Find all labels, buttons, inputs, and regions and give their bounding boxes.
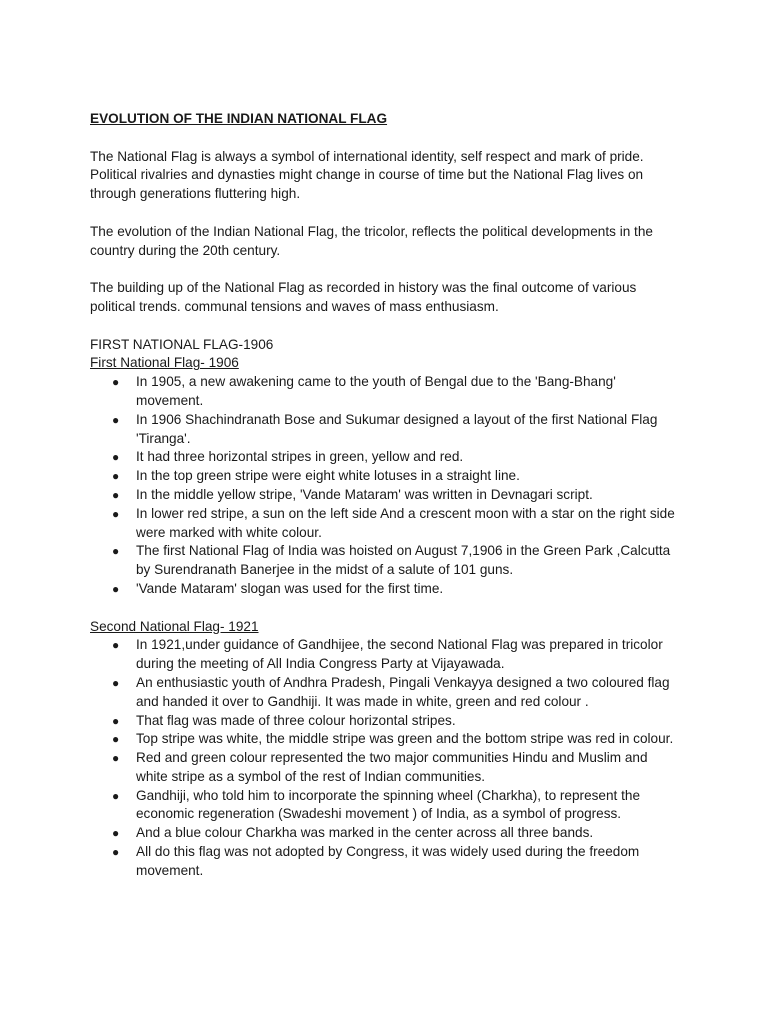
bullet-icon: ● (112, 412, 120, 427)
bullet-icon: ● (112, 845, 120, 860)
intro-paragraph-3: The building up of the National Flag as recorded in history was the final outcome of various political trends. communal tensions and waves of mass enthusiasm. (90, 280, 637, 314)
section2-list (90, 636, 680, 880)
list-item: ● In the middle yellow stripe, 'Vande Mataram' was written in Devnagari script. (90, 486, 680, 505)
list-item: ● And a blue colour Charkha was marked in the center across all three bands. (90, 824, 680, 843)
bullet-icon: ● (112, 751, 120, 766)
list-item: ● In 1906 Shachindranath Bose and Sukumar designed a layout of the first National Flag 'Tiranga'. (112, 411, 658, 446)
bullet-icon: ● (112, 732, 120, 747)
bullet-icon: ● (112, 487, 120, 502)
bullet-icon: ● (112, 675, 120, 690)
bullet-icon: ● (112, 826, 120, 841)
list-item: ● All do this flag was not adopted by Congress, it was widely used during the freedom movement. (112, 844, 640, 878)
list-item: ● The first National Flag of India was hoisted on August 7,1906 in the Green Park ,Calcutta by Surendranath Banerjee in the midst of a salute of 101 guns. (112, 543, 671, 578)
section1-list (90, 373, 680, 599)
section1-plain-heading: FIRST NATIONAL FLAG-1906 (90, 336, 274, 352)
list-item: ● It had three horizontal stripes in green, yellow and red. (90, 448, 680, 467)
document-title: EVOLUTION OF THE INDIAN NATIONAL FLAG (90, 111, 388, 126)
bullet-icon: ● (112, 375, 120, 390)
bullet-icon: ● (112, 788, 120, 803)
list-item: ● In 1921,under guidance of Gandhijee, the second National Flag was prepared in tricolor during the meeting of All India Congress Party at Vijayawada. (112, 637, 663, 672)
list-item: ● Red and green colour represented the two major communities Hindu and Muslim and white stripe as a symbol of the rest of Indian communities. (112, 750, 648, 784)
bullet-icon: ● (112, 638, 120, 653)
list-item: ● 'Vande Mataram' slogan was used for the first time. (90, 580, 680, 599)
bullet-icon: ● (112, 506, 120, 521)
section2-heading: Second National Flag- 1921 (90, 618, 259, 634)
bullet-icon: ● (112, 581, 120, 596)
document-body (90, 110, 680, 899)
section1-heading: First National Flag- 1906 (90, 355, 239, 371)
list-item: ● Top stripe was white, the middle stripe was green and the bottom stripe was red in colour. (90, 730, 680, 749)
bullet-icon: ● (112, 544, 120, 559)
intro-paragraph-1: The National Flag is always a symbol of international identity, self respect and mark of pride. Political rivalries and dynasties might change in course of time but the National Flag lives on through generations fluttering high. (90, 148, 644, 202)
list-item: ● In 1905, a new awakening came to the youth of Bengal due to the 'Bang-Bhang' movement. (112, 374, 616, 408)
list-item: ● An enthusiastic youth of Andhra Pradesh, Pingali Venkayya designed a two coloured flag and handed it over to Gandhiji. It was made in white, green and red colour . (112, 674, 670, 709)
bullet-icon: ● (112, 469, 120, 484)
list-item: ● In the top green stripe were eight white lotuses in a straight line. (90, 467, 680, 486)
list-item: ● In lower red stripe, a sun on the left side And a crescent moon with a star on the right side were marked with white colour. (112, 505, 675, 540)
intro-paragraph-2: The evolution of the Indian National Flag, the tricolor, reflects the political developments in the country during the 20th century. (90, 223, 653, 258)
bullet-icon: ● (112, 450, 120, 465)
list-item: ● That flag was made of three colour horizontal stripes. (90, 712, 680, 731)
bullet-icon: ● (112, 713, 120, 728)
list-item: ● Gandhiji, who told him to incorporate the spinning wheel (Charkha), to represent the economic regeneration (Swadeshi movement ) of India, as a symbol of progress. (112, 787, 641, 822)
